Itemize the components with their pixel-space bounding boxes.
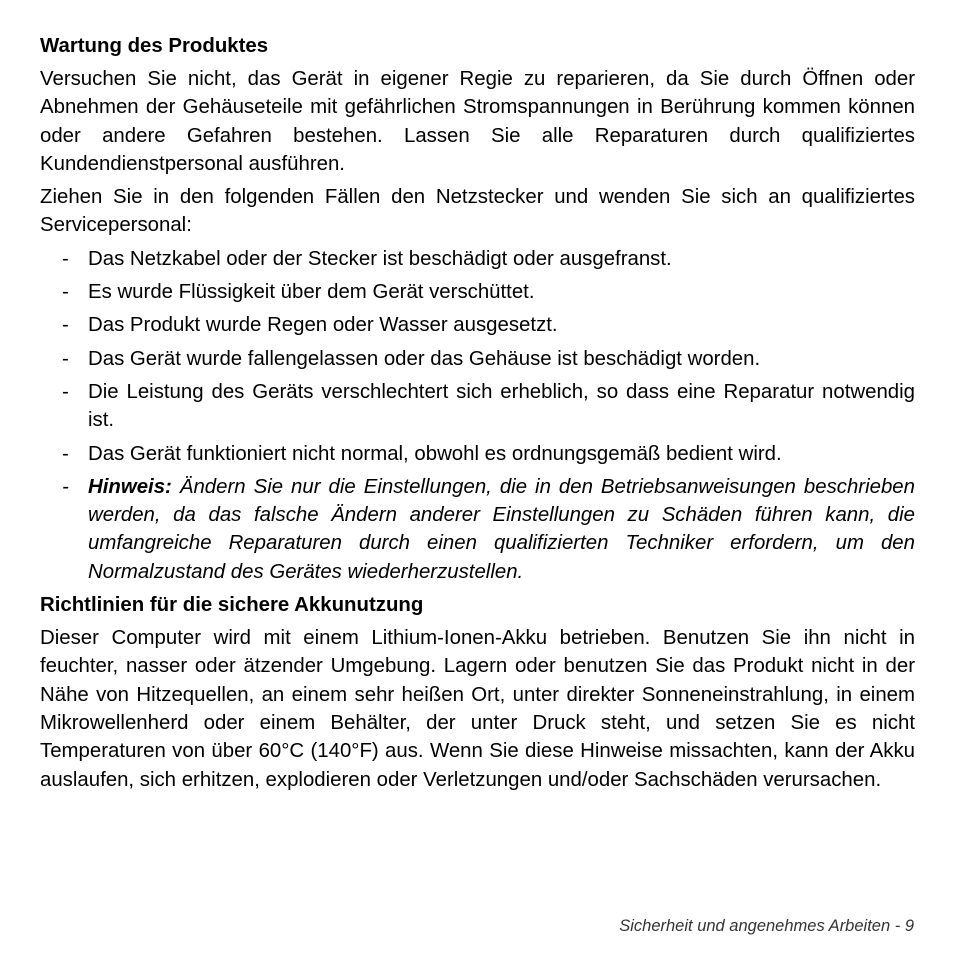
list-item xyxy=(40,345,915,373)
list-item-text: Das Produkt wurde Regen oder Wasser ausgesetzt. xyxy=(88,314,558,337)
bullet-dash: - xyxy=(62,247,69,270)
list-item xyxy=(40,278,915,306)
list-item xyxy=(40,378,915,435)
page-footer xyxy=(619,917,914,936)
section-heading-battery: Richtlinien für die sichere Akkunutzung xyxy=(40,594,424,617)
footer-section-title: Sicherheit und angenehmes Arbeiten xyxy=(619,917,891,935)
list-item xyxy=(40,311,915,339)
footer-separator: - xyxy=(890,917,905,935)
document-page xyxy=(40,32,915,799)
list-item-text: Es wurde Flüssigkeit über dem Gerät verschüttet. xyxy=(88,281,535,304)
page-number: 9 xyxy=(904,917,914,935)
list-item xyxy=(40,440,915,468)
bullet-dash: - xyxy=(62,475,69,498)
list-item xyxy=(40,245,915,273)
bullet-dash: - xyxy=(62,442,69,465)
paragraph-unplug-intro: Ziehen Sie in den folgenden Fällen den Netzstecker und wenden Sie sich an qualifiziertes Servicepersonal: xyxy=(40,186,915,237)
section-heading-maintenance: Wartung des Produktes xyxy=(40,35,269,57)
note-text: Ändern Sie nur die Einstellungen, die in den Betriebsanweisungen beschrieben werden, da das falsche Ändern anderer Einstellungen zu Schäden führen kann, die umfangreiche Reparaturen durch einen qualifizierten Techniker erfordern, um den Normalzustand des Gerätes wiederherzustellen. xyxy=(88,475,915,583)
list-item-text: Die Leistung des Geräts verschlechtert sich erheblich, so dass eine Reparatur notwendig ist. xyxy=(88,380,915,432)
bullet-dash: - xyxy=(62,380,69,403)
paragraph-battery-safety: Dieser Computer wird mit einem Lithium-Ionen-Akku betrieben. Benutzen Sie ihn nicht in feuchter, nasser oder ätzender Umgebung. Lagern oder benutzen Sie das Produkt nicht in der Nähe von Hitzequellen, an einem sehr heißen Ort, unter direkter Sonneneinstrahlung, in einem Mikrowellenherd oder einem Behälter, der unter Druck steht, und setzen Sie es nicht Temperaturen von über 60°C (140°F) aus. Wenn Sie diese Hinweise missachten, kann der Akku auslaufen, sich erhitzen, explodieren oder Verletzungen und/oder Sachschäden verursachen. xyxy=(40,627,915,791)
note-item xyxy=(40,473,915,586)
bullet-dash: - xyxy=(62,314,69,337)
list-item-text: Das Gerät wurde fallengelassen oder das Gehäuse ist beschädigt worden. xyxy=(88,347,761,370)
bullet-dash: - xyxy=(62,281,69,304)
paragraph-repair-warning: Versuchen Sie nicht, das Gerät in eigener Regie zu reparieren, da Sie durch Öffnen oder Abnehmen der Gehäuseteile mit gefährlichen Stromspannungen in Berührung kommen können oder andere Gefahren bestehen. Lassen Sie alle Reparaturen durch qualifiziertes Kundendienstpersonal ausführen. xyxy=(40,68,915,175)
list-item-text: Das Gerät funktioniert nicht normal, obwohl es ordnungsgemäß bedient wird. xyxy=(88,442,782,465)
note-label: Hinweis: xyxy=(88,475,172,498)
unplug-conditions-list xyxy=(40,245,915,586)
list-item-text: Das Netzkabel oder der Stecker ist beschädigt oder ausgefranst. xyxy=(88,247,672,270)
bullet-dash: - xyxy=(62,347,69,370)
